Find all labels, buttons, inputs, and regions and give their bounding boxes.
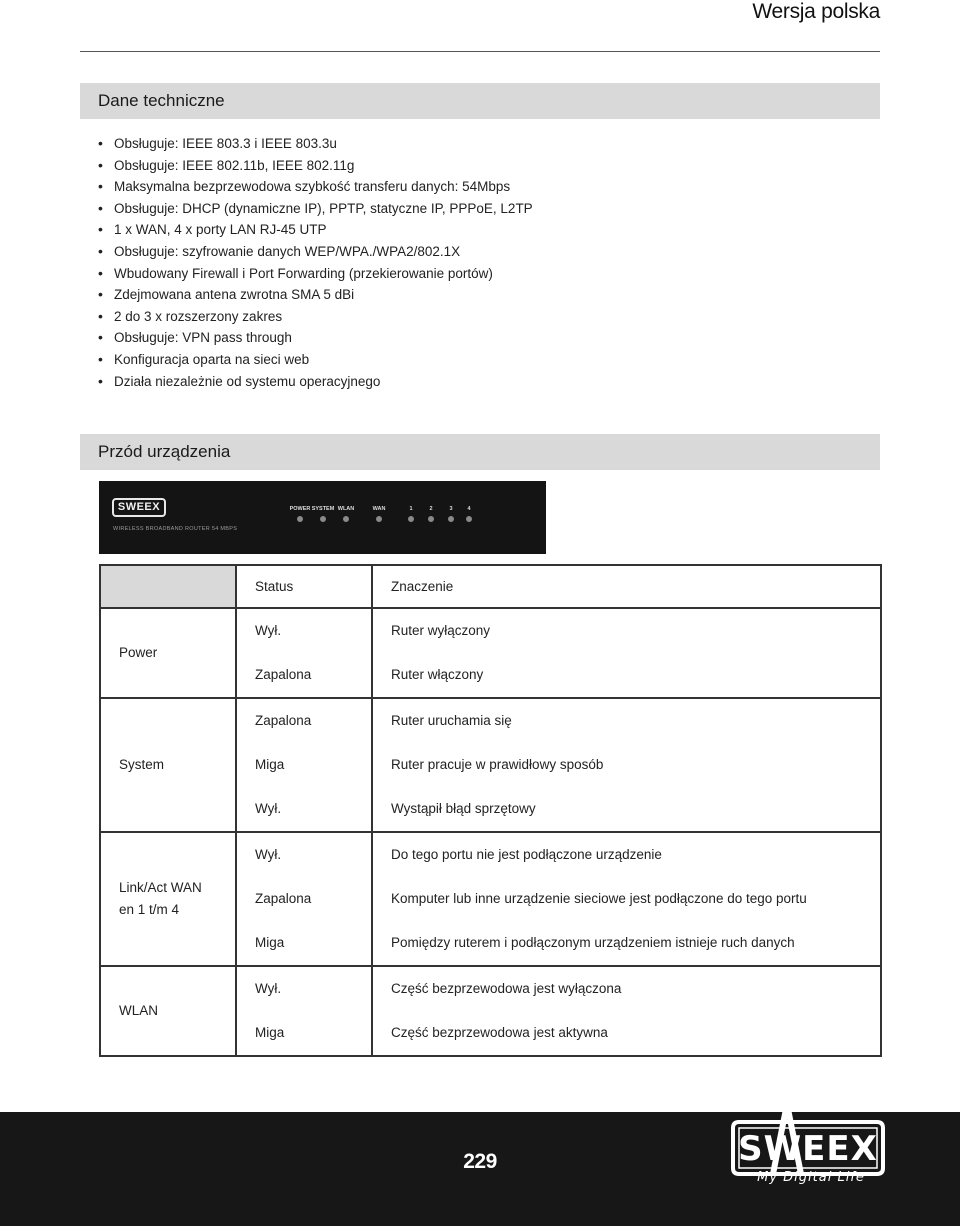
meaning-value: Wystąpił błąd sprzętowy bbox=[391, 801, 536, 816]
meaning-cell bbox=[372, 698, 881, 832]
meaning-cell bbox=[372, 608, 881, 698]
component-cell: System bbox=[100, 698, 236, 832]
front-section-bar bbox=[80, 434, 880, 470]
meaning-value: Ruter wyłączony bbox=[391, 623, 491, 638]
spec-item: • Obsługuje: DHCP (dynamiczne IP), PPTP, statyczne IP, PPPoE, L2TP bbox=[98, 198, 858, 220]
led-port-2 bbox=[428, 516, 434, 522]
led-power bbox=[297, 516, 303, 522]
led-port-4 bbox=[466, 516, 472, 522]
status-value: Zapalona bbox=[255, 713, 312, 728]
status-value: Zapalona bbox=[255, 891, 312, 906]
spec-item: • Obsługuje: szyfrowanie danych WEP/WPA./WPA2/802.1X bbox=[98, 241, 858, 263]
top-rule bbox=[80, 51, 880, 52]
spec-item: • Zdejmowana antena zwrotna SMA 5 dBi bbox=[98, 284, 858, 306]
status-value: Zapalona bbox=[255, 667, 312, 682]
status-value: Wył. bbox=[255, 623, 282, 638]
meaning-value: Do tego portu nie jest podłączone urządzenie bbox=[391, 847, 662, 862]
device-front-panel bbox=[99, 481, 546, 554]
component-cell: Power bbox=[100, 608, 236, 698]
status-cell bbox=[236, 608, 372, 698]
page-number: 229 bbox=[463, 1150, 497, 1173]
status-value: Miga bbox=[255, 1025, 285, 1040]
led-label-power: POWER bbox=[289, 506, 311, 512]
meaning-cell bbox=[372, 966, 881, 1056]
meaning-value: Ruter włączony bbox=[391, 667, 484, 682]
status-header: Status bbox=[236, 565, 372, 608]
spec-item: • Maksymalna bezprzewodowa szybkość transferu danych: 54Mbps bbox=[98, 176, 858, 198]
component-cell: Link/Act WAN en 1 t/m 4 bbox=[100, 832, 236, 966]
footer bbox=[0, 1112, 960, 1226]
front-title: Przód urządzenia bbox=[98, 442, 231, 461]
status-value: Wył. bbox=[255, 981, 282, 996]
led-label-wan: WAN bbox=[372, 506, 386, 512]
meaning-value: Komputer lub inne urządzenie sieciowe jest podłączone do tego portu bbox=[391, 891, 807, 906]
spec-item: • Działa niezależnie od systemu operacyjnego bbox=[98, 371, 858, 393]
table-row bbox=[100, 698, 881, 832]
led-port-3 bbox=[448, 516, 454, 522]
led-label-wlan: WLAN bbox=[337, 506, 355, 512]
meaning-value: Ruter uruchamia się bbox=[391, 713, 512, 728]
spec-item: • Obsługuje: IEEE 802.11b, IEEE 802.11g bbox=[98, 155, 858, 177]
led-label-4: 4 bbox=[467, 506, 471, 512]
table-row bbox=[100, 608, 881, 698]
tagline: My Digital Life bbox=[757, 1170, 865, 1185]
status-cell bbox=[236, 832, 372, 966]
led-label-3: 3 bbox=[449, 506, 453, 512]
spec-list bbox=[98, 133, 858, 392]
spec-item: • 2 do 3 x rozszerzony zakres bbox=[98, 306, 858, 328]
led-label-2: 2 bbox=[429, 506, 433, 512]
status-value: Wył. bbox=[255, 847, 282, 862]
table-corner bbox=[100, 565, 236, 608]
led-status-table bbox=[99, 564, 882, 1057]
spec-item: • Wbudowany Firewall i Port Forwarding (przekierowanie portów) bbox=[98, 263, 858, 285]
led-label-system: SYSTEM bbox=[311, 506, 335, 512]
meaning-value: Część bezprzewodowa jest wyłączona bbox=[391, 981, 622, 996]
component-cell: WLAN bbox=[100, 966, 236, 1056]
sweex-logo-text: SWEEX bbox=[738, 1129, 878, 1169]
specs-section-bar bbox=[80, 83, 880, 119]
table-row bbox=[100, 832, 881, 966]
spec-item: • Konfiguracja oparta na sieci web bbox=[98, 349, 858, 371]
meaning-value: Część bezprzewodowa jest aktywna bbox=[391, 1025, 608, 1040]
led-label-1: 1 bbox=[409, 506, 413, 512]
spec-item: • 1 x WAN, 4 x porty LAN RJ-45 UTP bbox=[98, 219, 858, 241]
status-value: Miga bbox=[255, 757, 285, 772]
device-logo: SWEEX bbox=[112, 498, 166, 517]
meaning-cell bbox=[372, 832, 881, 966]
led-wan bbox=[376, 516, 382, 522]
status-value: Miga bbox=[255, 935, 285, 950]
led-wlan bbox=[343, 516, 349, 522]
status-cell bbox=[236, 698, 372, 832]
specs-title: Dane techniczne bbox=[98, 91, 225, 110]
table-row bbox=[100, 966, 881, 1056]
led-system bbox=[320, 516, 326, 522]
meaning-value: Ruter pracuje w prawidłowy sposób bbox=[391, 757, 604, 772]
spec-item: • Obsługuje: IEEE 803.3 i IEEE 803.3u bbox=[98, 133, 858, 155]
language-title: Wersja polska bbox=[752, 0, 880, 23]
status-cell bbox=[236, 966, 372, 1056]
meaning-header: Znaczenie bbox=[372, 565, 881, 608]
device-subtitle: WIRELESS BROADBAND ROUTER 54 MBPS bbox=[113, 526, 238, 532]
meaning-value: Pomiędzy ruterem i podłączonym urządzeniem istnieje ruch danych bbox=[391, 935, 795, 950]
sweex-logo bbox=[727, 1094, 887, 1214]
status-value: Wył. bbox=[255, 801, 282, 816]
spec-item: • Obsługuje: VPN pass through bbox=[98, 327, 858, 349]
led-port-1 bbox=[408, 516, 414, 522]
